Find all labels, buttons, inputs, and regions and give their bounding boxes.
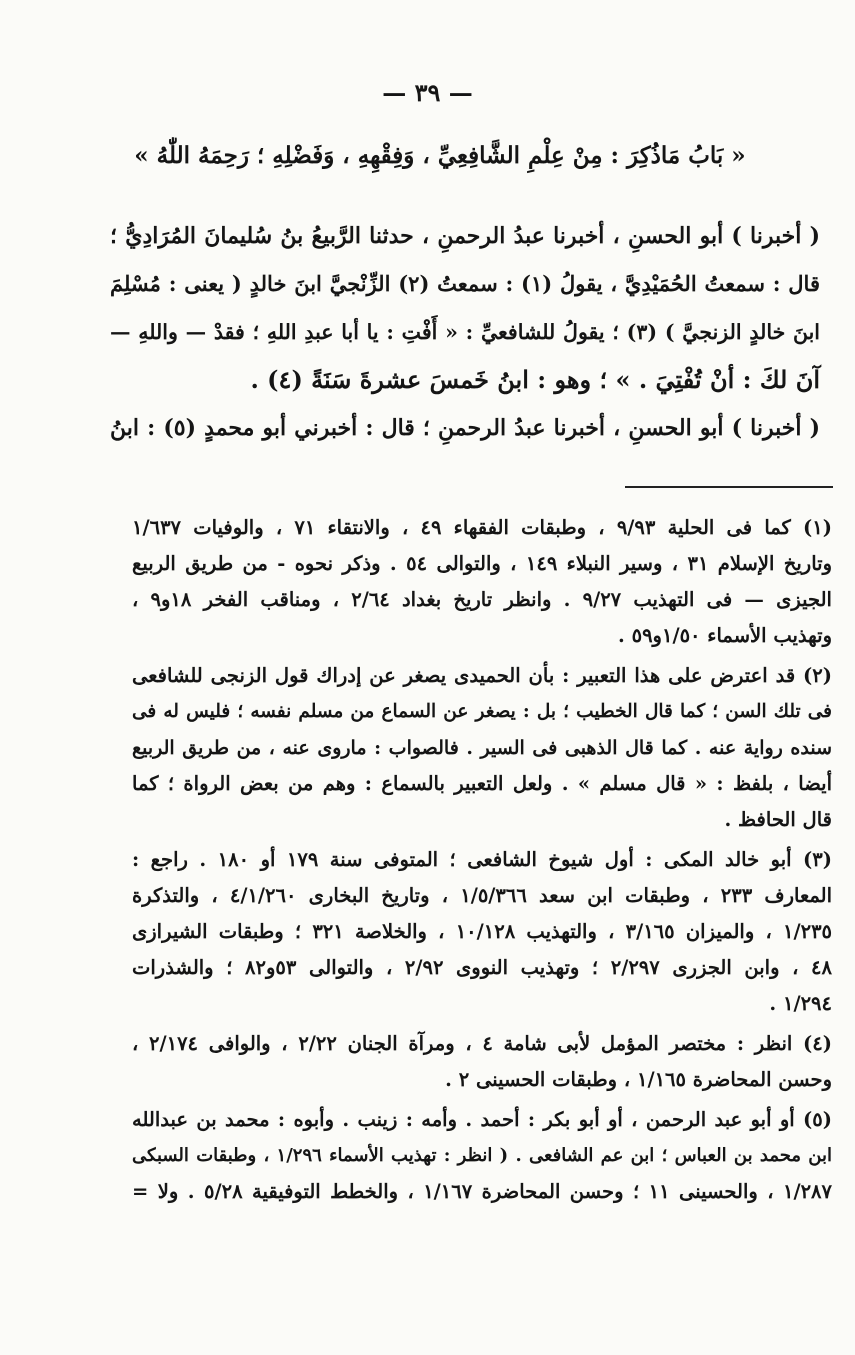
- page-number: — ٣٩ —: [382, 78, 473, 107]
- footnotes: [132, 510, 832, 1210]
- main-text-line: ( أخبرنا ) أبو الحسنِ ، أخبرنا عبدُ الرحمنِ ؛ قال : أخبرني أبو محمدٍ (٥) : ابنُ: [110, 415, 820, 441]
- footnote-line: (٢) قد اعترض على هذا التعبير : بأن الحميدى يصغر عن إدراك قول الزنجى للشافعى: [132, 664, 832, 687]
- footnote-line: ١/٢٩٤ .: [769, 992, 832, 1015]
- footnote-line: وحسن المحاضرة ١/١٦٥ ، وطبقات الحسينى ٢ .: [445, 1068, 832, 1091]
- footnote-2: [132, 658, 832, 838]
- footnote-1: [132, 510, 832, 654]
- footnote-line: (١) كما فى الحلية ٩/٩٣ ، وطبقات الفقهاء ٤٩ ، والانتقاء ٧١ ، والوفيات ١/٦٣٧: [132, 516, 833, 539]
- footnote-line: أيضا ، بلفظ : « قال مسلم » . ولعل التعبير بالسماع : وهم من بعض الرواة ؛ كما: [132, 772, 832, 795]
- footnote-line: ١/٢٨٧ ، والحسينى ١١ ؛ وحسن المحاضرة ١/١٦٧ ، والخطط التوفيقية ٥/٢٨ . ولا =: [132, 1180, 832, 1203]
- footnote-line: الجيزى — فى التهذيب ٩/٢٧ . وانظر تاريخ بغداد ٢/٦٤ ، ومناقب الفخر ١٨و٩ ،: [132, 588, 832, 611]
- footnote-line: وتهذيب الأسماء ١/٥٠و٥٩ .: [618, 624, 832, 647]
- footnote-5: [132, 1102, 832, 1210]
- chapter-title: « بَابُ مَاذُكِرَ : مِنْ عِلْمِ الشَّافِعِيِّ ، وَفِقْهِهِ ، وَفَضْلِهِ ؛ رَحِمَهُ اللّٰهُ »: [134, 142, 746, 169]
- footnote-line: ابن محمد بن العباس ؛ ابن عم الشافعى . ( انظر : تهذيب الأسماء ١/٢٩٦ ، وطبقات السبكى: [132, 1145, 832, 1166]
- footnote-line: وتاريخ الإسلام ٣١ ، وسير النبلاء ١٤٩ ، والتوالى ٥٤ . وذكر نحوه - من طريق الربيع: [132, 552, 832, 575]
- main-text-line: آنَ لكَ : أنْ تُفْتِيَ . » ؛ وهو : ابنُ خَمسَ عشرةَ سَنَةً (٤) .: [250, 365, 820, 394]
- main-text-line: ( أخبرنا ) أبو الحسنِ ، أخبرنا عبدُ الرحمنِ ، حدثنا الرَّبيعُ بنُ سُليمانَ المُرَادِيُّ ؛: [110, 223, 820, 249]
- footnote-4: [132, 1026, 832, 1098]
- footnote-3: [132, 842, 832, 1022]
- footnote-line: ١/٢٣٥ ، والميزان ٣/١٦٥ ، والتهذيب ١٠/١٢٨ ، والخلاصة ٣٢١ ؛ وطبقات الشيرازى: [132, 920, 833, 943]
- footnote-line: قال الحافظ .: [724, 808, 832, 831]
- footnote-line: (٣) أبو خالد المكى : أول شيوخ الشافعى ؛ المتوفى سنة ١٧٩ أو ١٨٠ . راجع :: [132, 848, 832, 871]
- footnote-line: سنده رواية عنه . كما قال الذهبى فى السير . فالصواب : ماروى عنه ، من طريق الربيع: [132, 737, 832, 759]
- footnote-line: (٤) انظر : مختصر المؤمل لأبى شامة ٤ ، ومرآة الجنان ٢/٢٢ ، والوافى ٢/١٧٤ ،: [132, 1032, 832, 1055]
- main-text-line: ابنَ خالدٍ الزنجيَّ ) (٣) ؛ يقولُ للشافعيِّ : « أَفْتِ : يا أبا عبدِ اللهِ ؛ فقدْ — واللهِ —: [110, 320, 821, 344]
- footnote-line: فى تلك السن ؛ كما قال الخطيب ؛ بل : يصغر عن السماع من مسلم نفسه ؛ فليس له فى: [132, 701, 832, 722]
- footnote-line: ٤٨ ، وابن الجزرى ٢/٢٩٧ ؛ وتهذيب النووى ٢/٩٢ ، والتوالى ٥٣و٨٢ ؛ والشذرات: [132, 956, 832, 979]
- footnote-separator: [625, 486, 833, 488]
- main-text-line: قال : سمعتُ الحُمَيْدِيَّ ، يقولُ (١) : سمعتُ (٢) الزِّنْجيَّ ابنَ خالدٍ ( يعنى : مُسْلِمَ: [110, 271, 820, 296]
- footnote-line: (٥) أو أبو عبد الرحمن ، أو أبو بكر : أحمد . وأمه : زينب . وأبوه : محمد بن عبدالله: [132, 1108, 832, 1131]
- main-text: [110, 212, 820, 452]
- footnote-line: المعارف ٢٣٣ ، وطبقات ابن سعد ١/٥/٣٦٦ ، وتاريخ البخارى ٤/١/٢٦٠ ، والتذكرة: [132, 884, 832, 907]
